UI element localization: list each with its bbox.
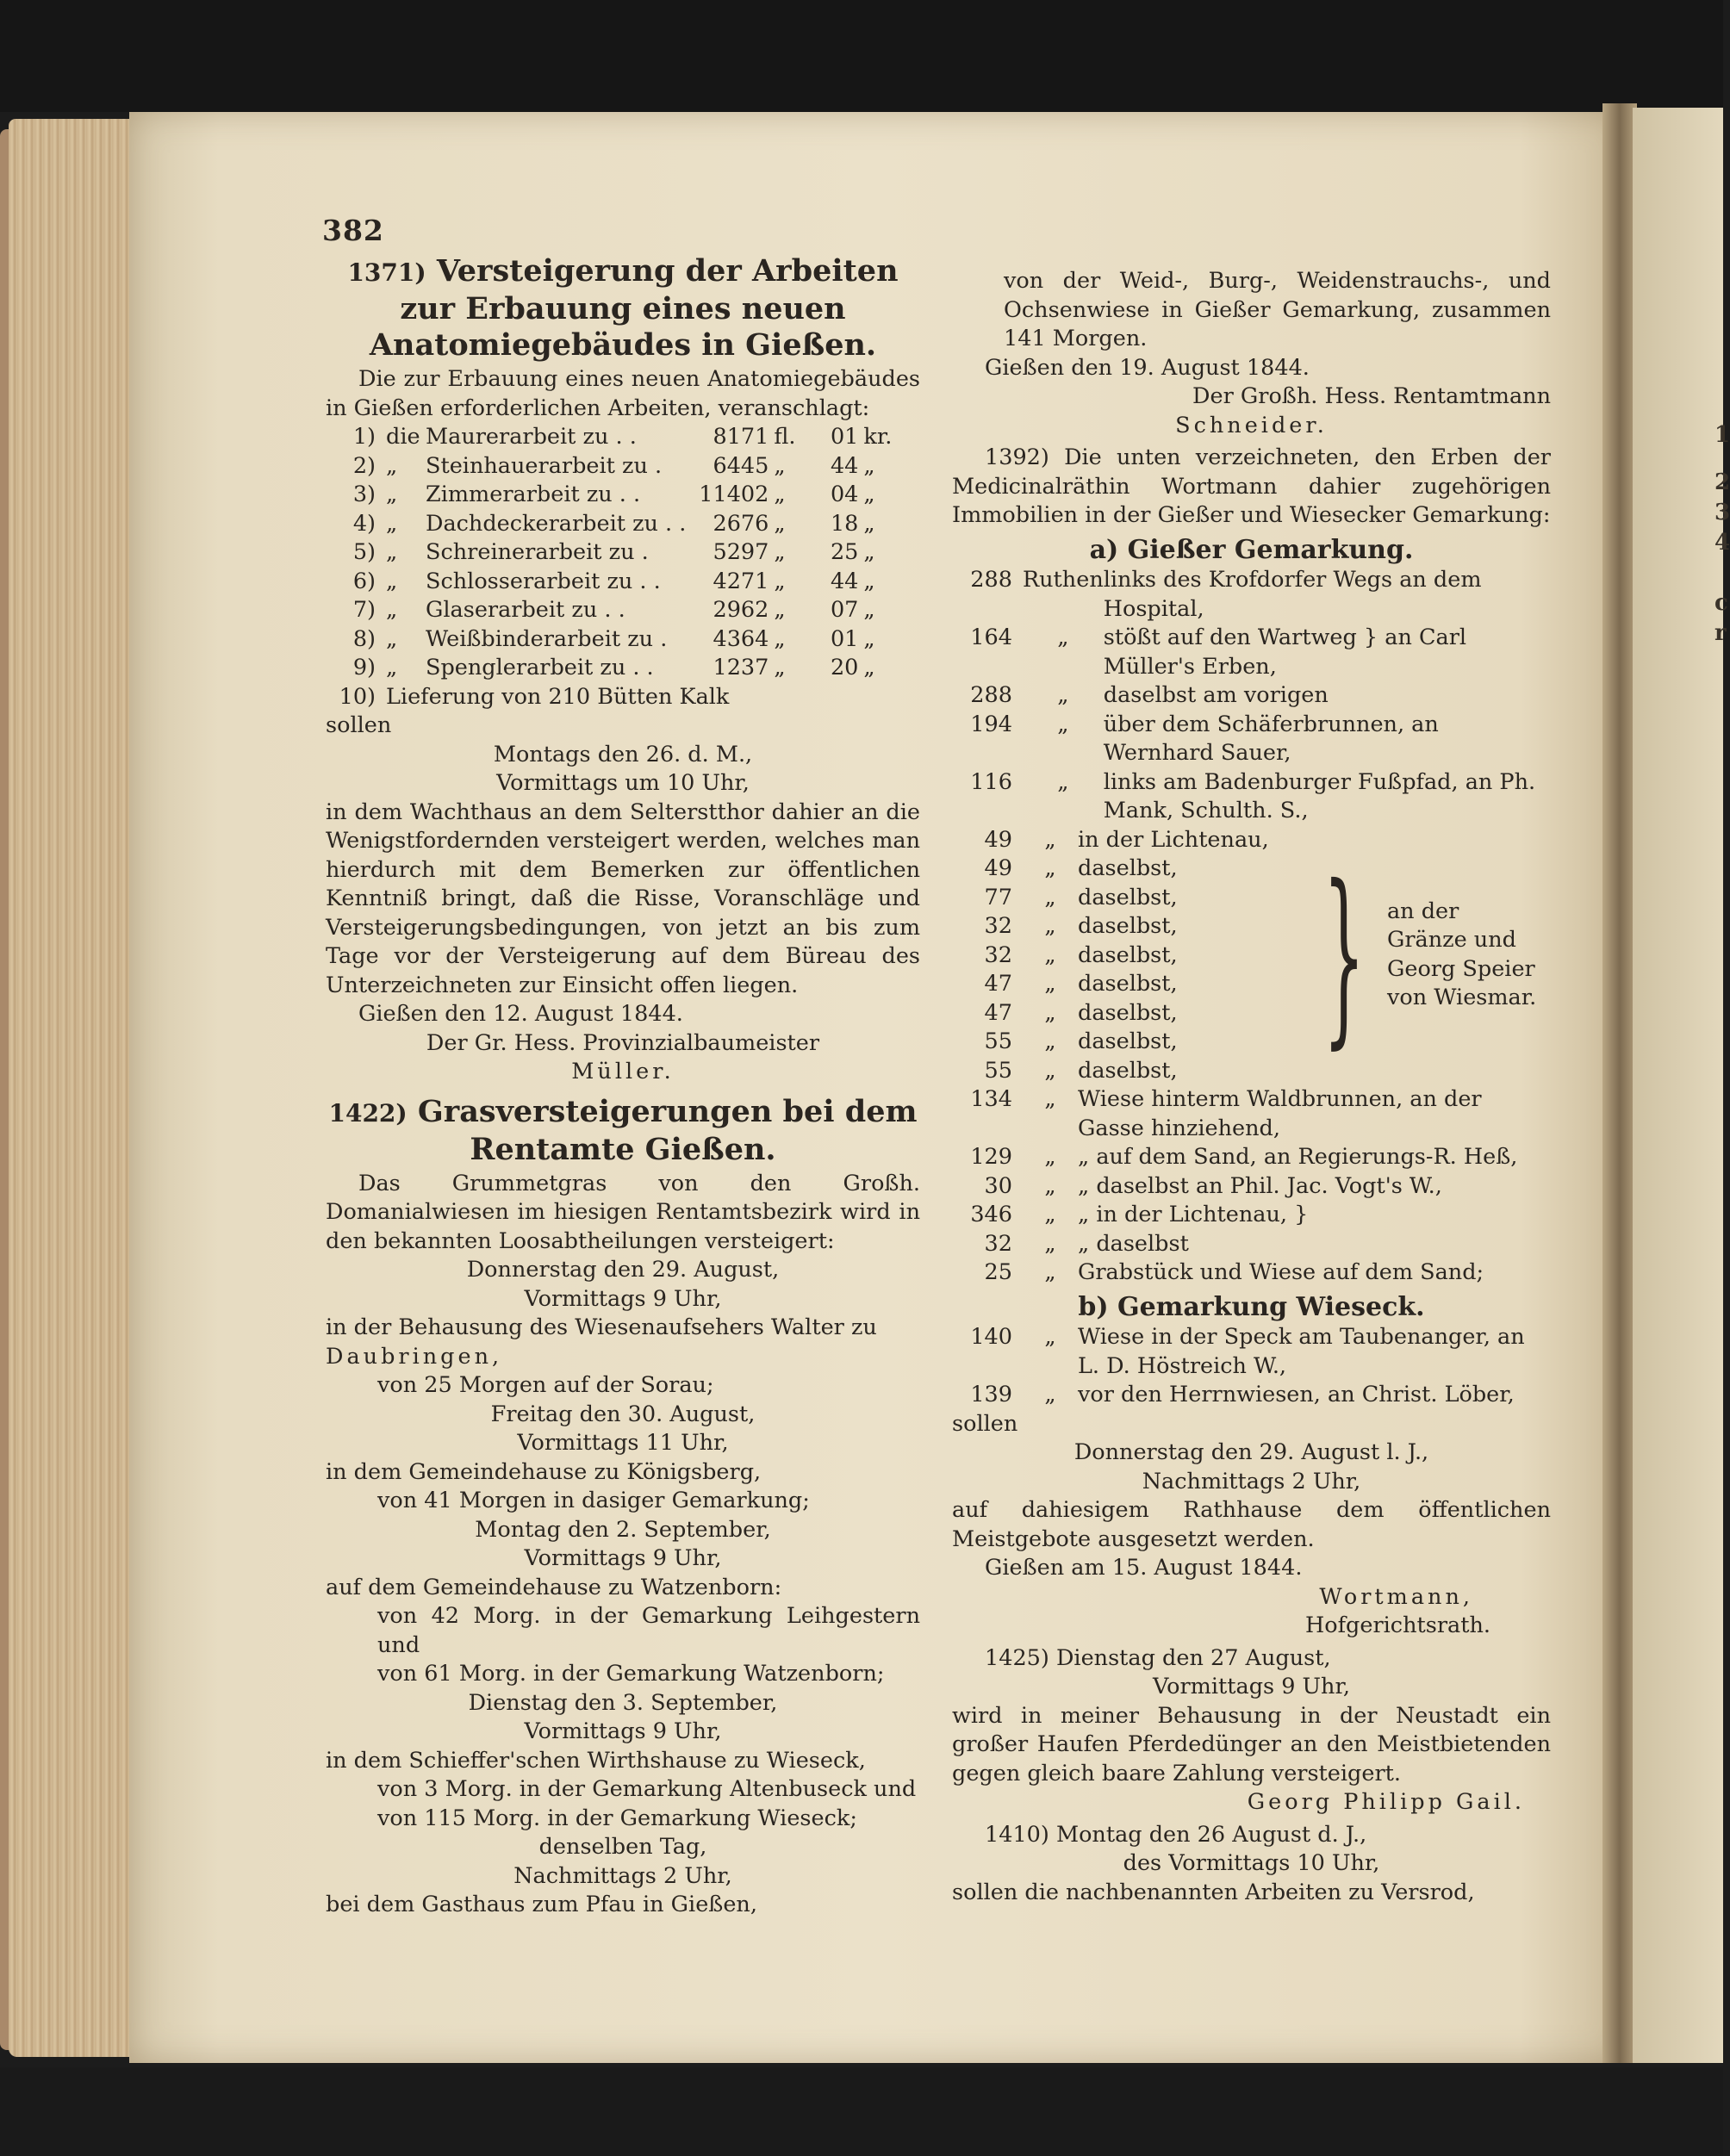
item-number: 9): [352, 655, 376, 680]
item-amount: 2676: [713, 510, 769, 537]
schedule-line: in dem Gemeindehause zu Königsberg,: [326, 1458, 762, 1485]
item-amount: 8171: [713, 424, 769, 450]
item-kreuzer: 01: [830, 424, 859, 450]
parcel-size: 194: [970, 711, 1012, 737]
parcel-unit: „: [1044, 1259, 1056, 1285]
item-number: 1): [352, 424, 376, 450]
item-number: 7): [352, 597, 376, 623]
parcel-row: [952, 1057, 1285, 1086]
parcel-size: 49: [984, 826, 1012, 853]
parcel-size: 30: [984, 1172, 1012, 1199]
notice-number: 1422): [328, 1098, 408, 1128]
next-page-fragment: c: [1714, 590, 1728, 616]
item-amount: 11402: [699, 482, 769, 507]
schedule-line: Vormittags 9 Uhr,: [1153, 1674, 1350, 1699]
item-unit2: „: [863, 539, 875, 565]
parcel-size: 77: [984, 884, 1012, 910]
parcel-description: daselbst,: [1078, 1057, 1178, 1084]
signer-title: Der Großh. Hess. Rentamtmann: [1192, 383, 1551, 409]
item-kreuzer: 01: [830, 625, 859, 652]
item-unit: „: [774, 452, 786, 479]
schedule-line: Vormittags 9 Uhr,: [524, 1545, 722, 1571]
item-number: 4): [352, 510, 376, 537]
item-unit: „: [774, 625, 786, 652]
parcel-size: 129: [970, 1144, 1012, 1170]
parcel-row: [952, 941, 1285, 971]
notice-intro: Das Grummetgras von den Großh. Domanialwiesen im hiesigen Rentamtsbezirk wird in den bekannten Loosabtheilungen versteigert:: [326, 1170, 920, 1254]
group-brace-note: [1284, 826, 1542, 1084]
parcel-description: Wiese hinterm Waldbrunnen, an der Gasse hinziehend,: [1078, 1086, 1482, 1141]
cost-row: [326, 625, 898, 655]
lichtenau-group: [952, 826, 1551, 1086]
item-kreuzer: 04: [830, 482, 859, 507]
schedule-line: Daubringen,: [326, 1343, 503, 1370]
notice-number: 1410): [985, 1821, 1049, 1848]
signer-title: Der Gr. Hess. Provinzialbaumeister: [426, 1029, 820, 1056]
parcel-unit: „: [1044, 1382, 1056, 1407]
parcel-description: daselbst,: [1078, 884, 1178, 910]
immobilien-table-a: [952, 566, 1551, 826]
schedule-line: von 61 Morg. in der Gemarkung Watzenborn;: [377, 1661, 885, 1687]
schedule-line: von 41 Morgen in dasiger Gemarkung;: [377, 1488, 810, 1513]
parcel-row: [952, 768, 1551, 826]
parcel-description: daselbst,: [1078, 971, 1178, 997]
place-date: Gießen den 19. August 1844.: [985, 354, 1310, 381]
item-work: Schreinerarbeit zu .: [426, 539, 649, 565]
parcel-size: 47: [984, 971, 1012, 997]
parcel-row: [952, 884, 1285, 913]
parcel-unit: „: [1044, 1086, 1056, 1112]
notice-number: 1392): [985, 444, 1049, 470]
parcel-unit: „: [1057, 711, 1069, 737]
schedule-line: Vormittags 9 Uhr,: [524, 1718, 722, 1744]
parcel-size: 32: [984, 941, 1012, 968]
notice-1371-heading: [326, 253, 920, 363]
parcel-unit: Ruthen: [1022, 567, 1104, 593]
parcel-unit: „: [1044, 1057, 1056, 1084]
parcel-row: [952, 999, 1285, 1028]
notice-number: 1371): [347, 258, 426, 287]
parcel-unit: „: [1044, 826, 1056, 853]
item-work: Maurerarbeit zu . .: [426, 424, 637, 450]
parcel-row: [952, 912, 1285, 941]
item-unit: fl.: [774, 424, 796, 450]
parcel-unit: „: [1057, 624, 1069, 650]
item-number: 3): [352, 482, 376, 507]
parcel-description: vor den Herrnwiesen, an Christ. Löber,: [1078, 1382, 1515, 1407]
item-work: Glaserarbeit zu . .: [426, 597, 625, 623]
parcel-description: daselbst,: [1078, 941, 1178, 968]
schedule-line: bei dem Gasthaus zum Pfau in Gießen,: [326, 1892, 757, 1917]
item-work: Spenglerarbeit zu . .: [426, 655, 654, 680]
signer-title: Hofgerichtsrath.: [1305, 1612, 1490, 1638]
next-page-fragment: 4: [1714, 530, 1730, 556]
cost-row: [326, 596, 898, 625]
notice-1410-line: [952, 1821, 1551, 1850]
item-unit: „: [774, 597, 786, 623]
item-number: 10): [339, 683, 376, 710]
cost-row: [326, 654, 898, 683]
cost-row: [326, 568, 898, 597]
parcel-unit: „: [1044, 913, 1056, 939]
left-column: [326, 250, 920, 1920]
parcel-description: Grabstück und Wiese auf dem Sand;: [1078, 1259, 1484, 1285]
parcel-description: „ daselbst an Phil. Jac. Vogt's W.,: [1078, 1172, 1442, 1199]
item-unit2: „: [863, 452, 875, 479]
parcel-size: 47: [984, 999, 1012, 1026]
signer-name: Schneider.: [1175, 412, 1328, 438]
parcel-unit: „: [1044, 1202, 1056, 1227]
parcel-unit: „: [1044, 941, 1056, 968]
parcel-unit: „: [1057, 682, 1069, 708]
item-work: Dachdeckerarbeit zu . .: [426, 510, 687, 537]
schedule-line: in dem Schieffer'schen Wirthshause zu Wieseck,: [326, 1747, 866, 1774]
schedule-line: von 25 Morgen auf der Sorau;: [377, 1372, 714, 1398]
item-unit2: „: [863, 597, 875, 623]
item-unit: „: [774, 510, 786, 537]
scan-background-bottom: [0, 2067, 1723, 2156]
item-mark: „: [386, 655, 398, 680]
item-unit2: „: [863, 482, 875, 507]
item-kreuzer: 25: [830, 539, 859, 565]
schedule-line: sollen die nachbenannten Arbeiten zu Versrod,: [952, 1879, 1475, 1905]
cost-row: [326, 510, 898, 539]
parcel-row: [952, 711, 1551, 768]
subheading-giessen: a) Gießer Gemarkung.: [1089, 534, 1414, 565]
item-work: Steinhauerarbeit zu .: [426, 452, 663, 479]
brace-icon: }: [1322, 844, 1366, 1066]
parcel-row: [952, 854, 1285, 884]
item-mark: „: [386, 482, 398, 507]
parcel-description: über dem Schäferbrunnen, an Wernhard Sauer,: [1103, 711, 1439, 766]
parcel-description: Wiese in der Speck am Taubenanger, an L. D. Höstreich W.,: [1078, 1324, 1525, 1379]
immobilien-table-group: [952, 826, 1285, 1086]
notice-1425-line: [952, 1644, 1551, 1674]
parcel-unit: „: [1044, 1230, 1056, 1257]
next-page-fragment: 2: [1714, 469, 1730, 495]
item-mark: „: [386, 625, 398, 652]
auction-date: Donnerstag den 29. August l. J.,: [1073, 1439, 1429, 1465]
next-page-fragment: r: [1714, 620, 1727, 646]
parcel-row: [952, 1230, 1526, 1259]
schedule-line: Dienstag den 27 August,: [1055, 1644, 1331, 1671]
cost-table: [326, 423, 898, 711]
item-kreuzer: 44: [830, 568, 859, 594]
schedule-line: von 115 Morg. in der Gemarkung Wieseck;: [377, 1805, 857, 1831]
notice-body: auf dahiesigem Rathhause dem öffentlichen Meistgebote ausgesetzt werden.: [952, 1497, 1551, 1552]
notice-title: Versteigerung der Arbeiten zur Erbauung eines neuen Anatomiegebäudes in Gießen.: [369, 253, 899, 363]
cost-row: [326, 683, 898, 712]
item-mark: die: [386, 424, 420, 450]
place-date: Gießen den 12. August 1844.: [358, 1001, 683, 1027]
parcel-description: links des Krofdorfer Wegs an dem Hospital,: [1103, 567, 1482, 622]
item-kreuzer: 44: [830, 452, 859, 479]
notice-1422-heading: [326, 1094, 920, 1168]
book-gutter: [1602, 103, 1637, 2063]
group-note: an der Gränze und Georg Speier von Wiesmar.: [1386, 898, 1537, 1010]
parcel-row: [952, 1143, 1526, 1172]
schedule-line: Vormittags 9 Uhr,: [524, 1285, 722, 1312]
item-amount: 1237: [713, 655, 769, 680]
item-amount: 4364: [713, 625, 769, 652]
sollen-text: sollen: [952, 1410, 1018, 1437]
schedule-line: Dienstag den 3. September,: [468, 1689, 778, 1716]
sollen-text: sollen: [326, 712, 392, 738]
item-unit2: kr.: [863, 424, 893, 450]
parcel-size: 288: [970, 567, 1012, 593]
item-unit: „: [774, 539, 786, 565]
parcel-row: [952, 1381, 1526, 1410]
signer-name: Müller.: [571, 1059, 675, 1084]
item-unit2: „: [863, 510, 875, 537]
item-unit: „: [774, 568, 786, 594]
item-amount: 5297: [713, 539, 769, 565]
parcel-row: [952, 1172, 1526, 1202]
cost-row: [326, 538, 898, 568]
parcel-unit: „: [1044, 1028, 1056, 1054]
parcel-unit: „: [1044, 855, 1056, 881]
parcel-description: stößt auf den Wartweg } an Carl Müller's Erben,: [1103, 624, 1467, 680]
parcel-row: [952, 1201, 1526, 1230]
parcel-size: 32: [984, 1230, 1012, 1257]
parcel-size: 288: [970, 682, 1012, 708]
notice-number: 1425): [985, 1644, 1049, 1671]
parcel-size: 346: [970, 1202, 1012, 1227]
item-work: Schlosserarbeit zu . .: [426, 568, 661, 594]
item-unit: „: [774, 482, 786, 507]
notice-1392-intro: [952, 444, 1551, 531]
next-page-fragment: 1: [1714, 422, 1730, 448]
signer-name: Wortmann,: [1319, 1583, 1473, 1610]
parcel-description: „ auf dem Sand, an Regierungs-R. Heß,: [1078, 1144, 1518, 1170]
item-number: 2): [352, 452, 376, 479]
schedule-line: denselben Tag,: [538, 1834, 707, 1860]
item-amount: 2962: [713, 597, 769, 623]
cost-row: [326, 423, 898, 452]
subheading-wieseck: b) Gemarkung Wieseck.: [1078, 1291, 1425, 1322]
item-unit2: „: [863, 568, 875, 594]
parcel-description: „ daselbst: [1078, 1230, 1189, 1257]
parcel-description: daselbst,: [1078, 1028, 1178, 1054]
parcel-row: [952, 1028, 1285, 1057]
parcel-unit: „: [1044, 971, 1056, 997]
parcel-row: [952, 1085, 1526, 1143]
parcel-description: daselbst,: [1078, 913, 1178, 939]
item-kreuzer: 18: [830, 510, 859, 537]
auction-date: Montags den 26. d. M.,: [493, 741, 753, 767]
parcel-unit: „: [1044, 1324, 1056, 1350]
next-page-fragment: 3: [1714, 500, 1730, 525]
notice-intro: Die zur Erbauung eines neuen Anatomiegebäudes in Gießen erforderlichen Arbeiten, veranschlagt:: [326, 366, 920, 421]
schedule-line: Vormittags 11 Uhr,: [517, 1430, 729, 1456]
item-mark: „: [386, 597, 398, 623]
schedule-line: in der Behausung des Wiesenaufsehers Walter zu: [326, 1314, 877, 1340]
item-number: 8): [352, 625, 376, 652]
item-unit2: „: [863, 625, 875, 652]
schedule-line: von 3 Morg. in der Gemarkung Altenbuseck und: [377, 1776, 917, 1802]
parcel-size: 134: [970, 1086, 1012, 1112]
item-unit: „: [774, 655, 786, 680]
parcel-row: [952, 681, 1551, 711]
parcel-row: [952, 826, 1285, 855]
parcel-row: [952, 970, 1285, 999]
schedule-line: Nachmittags 2 Uhr,: [513, 1862, 732, 1889]
item-mark: „: [386, 452, 398, 479]
item-mark: „: [386, 568, 398, 594]
page-number: 382: [322, 214, 384, 247]
book-page-edges: [9, 119, 138, 2057]
parcel-row: [952, 1258, 1526, 1288]
item-mark: „: [386, 510, 398, 537]
schedule-line: Donnerstag den 29. August,: [466, 1257, 780, 1283]
place-date: Gießen am 15. August 1844.: [985, 1555, 1303, 1581]
parcel-description: „ in der Lichtenau, }: [1078, 1202, 1309, 1227]
item-mark: „: [386, 539, 398, 565]
item-amount: 6445: [713, 452, 769, 479]
schedule-line: Freitag den 30. August,: [490, 1401, 756, 1427]
schedule-line: auf dem Gemeindehause zu Watzenborn:: [326, 1574, 782, 1600]
schedule-line: Montag den 26 August d. J.,: [1055, 1821, 1367, 1848]
immobilien-table-a2: [952, 1085, 1526, 1288]
notice-title: Grasversteigerungen bei dem Rentamte Gießen.: [417, 1093, 918, 1167]
parcel-description: daselbst,: [1078, 855, 1178, 881]
signer-name: Georg Philipp Gail.: [1247, 1789, 1525, 1815]
immobilien-table-b: [952, 1323, 1526, 1410]
parcel-description: in der Lichtenau,: [1078, 826, 1269, 853]
continuation-text: von der Weid-, Burg-, Weidenstrauchs-, und Ochsenwiese in Gießer Gemarkung, zusammen 141 Morgen.: [1004, 268, 1551, 351]
parcel-unit: „: [1044, 999, 1056, 1026]
item-mark: Lieferung von 210 Bütten Kalk: [386, 683, 730, 710]
parcel-size: 140: [970, 1324, 1012, 1350]
item-number: 6): [352, 568, 376, 594]
parcel-unit: „: [1044, 884, 1056, 910]
parcel-unit: „: [1044, 1144, 1056, 1170]
cost-row: [326, 452, 898, 482]
notice-intro: Die unten verzeichneten, den Erben der Medicinalräthin Wortmann dahier zugehörigen Immobilien in der Gießer und Wiesecker Gemarkung:: [952, 444, 1551, 528]
parcel-size: 139: [970, 1382, 1012, 1407]
item-kreuzer: 20: [830, 655, 859, 680]
parcel-description: links am Badenburger Fußpfad, an Ph. Mank, Schulth. S.,: [1103, 768, 1536, 823]
item-kreuzer: 07: [830, 597, 859, 623]
parcel-unit: „: [1044, 1172, 1056, 1199]
item-amount: 4271: [713, 568, 769, 594]
item-work: Weißbinderarbeit zu .: [426, 625, 668, 652]
parcel-size: 25: [984, 1259, 1012, 1285]
item-unit2: „: [863, 655, 875, 680]
parcel-size: 55: [984, 1057, 1012, 1084]
parcel-description: daselbst,: [1078, 999, 1178, 1026]
parcel-row: [952, 624, 1551, 681]
parcel-row: [952, 566, 1551, 624]
parcel-size: 164: [970, 624, 1012, 650]
notice-body: in dem Wachthaus an dem Selterstthor dahier an die Wenigstfordernden versteigert werden, welches man hierdurch mit dem Bemerken zur öffentlichen Kenntniß bringt, daß die Risse, Voranschläge und Versteigerungsbedingungen, von jetzt an bis zum Tage vor der Versteigerung auf dem Büreau des Unterzeichneten zur Einsicht offen liegen.: [326, 798, 920, 998]
notice-body: wird in meiner Behausung in der Neustadt ein großer Haufen Pferdedünger an den Meistbietenden gegen gleich baare Zahlung versteigert.: [952, 1702, 1551, 1786]
parcel-row: [952, 1323, 1526, 1381]
parcel-size: 55: [984, 1028, 1012, 1054]
right-column: [952, 267, 1551, 1907]
auction-time: Vormittags um 10 Uhr,: [496, 770, 750, 796]
parcel-size: 49: [984, 855, 1012, 881]
parcel-description: daselbst am vorigen: [1103, 682, 1329, 708]
item-work: Zimmerarbeit zu . .: [426, 482, 641, 507]
auction-time: Nachmittags 2 Uhr,: [1142, 1468, 1361, 1494]
parcel-size: 116: [970, 768, 1012, 795]
item-number: 5): [352, 539, 376, 565]
schedule-line: von 42 Morg. in der Gemarkung Leihgestern und: [377, 1603, 920, 1658]
schedule-line: Montag den 2. September,: [475, 1516, 771, 1543]
schedule-line: des Vormittags 10 Uhr,: [1123, 1850, 1380, 1876]
parcel-unit: „: [1057, 768, 1069, 795]
next-page-edge: [1633, 108, 1730, 2063]
scan-background-top: [0, 0, 1723, 112]
parcel-size: 32: [984, 913, 1012, 939]
cost-row: [326, 481, 898, 510]
